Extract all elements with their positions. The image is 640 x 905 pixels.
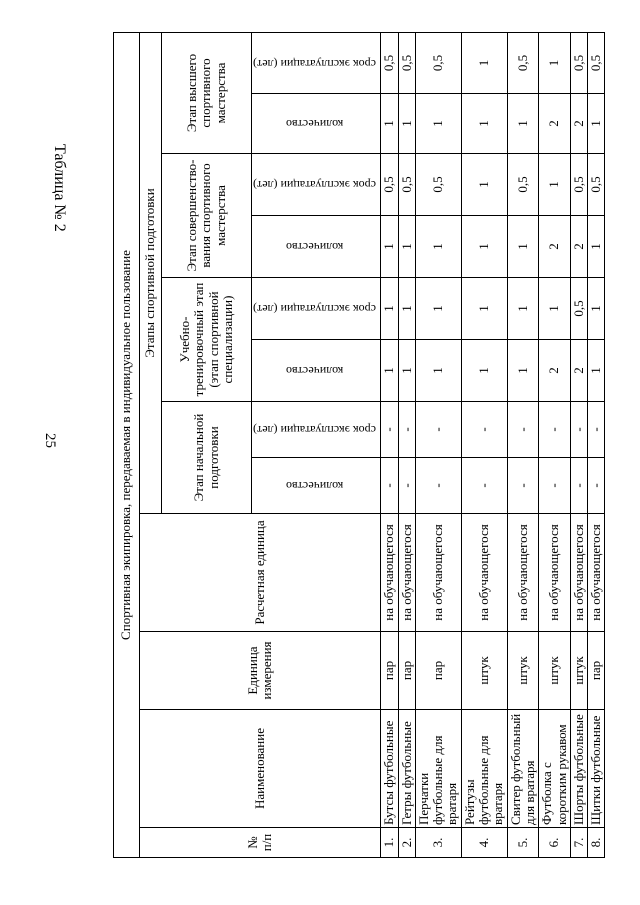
header-stage-highest: Этап высшего спортивного мастерства	[162, 33, 252, 154]
table-wrapper	[113, 33, 604, 858]
row-term: 1	[461, 154, 507, 216]
page-number: 25	[42, 433, 58, 448]
row-qty: 1	[461, 216, 507, 278]
row-qty: 1	[398, 94, 415, 154]
row-term: -	[570, 402, 587, 458]
table-row	[415, 33, 461, 858]
row-term: 0,5	[588, 33, 605, 94]
table-row	[461, 33, 507, 858]
header-stage-improve: Этап совершенство-вания спортивного мастерства	[162, 154, 252, 278]
row-qty: 1	[461, 94, 507, 154]
row-name: Бутсы футбольные	[381, 710, 398, 828]
row-unit: штук	[570, 632, 587, 710]
row-term: -	[381, 402, 398, 458]
row-num: 6.	[539, 828, 571, 858]
row-unit: штук	[539, 632, 571, 710]
row-qty: 1	[415, 94, 461, 154]
row-term: -	[461, 402, 507, 458]
row-term: 1	[398, 278, 415, 340]
row-term: 0,5	[507, 154, 539, 216]
row-calc-unit: на обучающегося	[588, 514, 605, 632]
row-name: Гетры футбольные	[398, 710, 415, 828]
row-qty: -	[588, 458, 605, 514]
table-row	[570, 33, 587, 858]
row-qty: 2	[539, 94, 571, 154]
row-term: 0,5	[415, 154, 461, 216]
row-term: 1	[461, 278, 507, 340]
row-unit: пар	[415, 632, 461, 710]
header-stages: Этапы спортивной подготовки	[140, 33, 162, 514]
row-unit: штук	[507, 632, 539, 710]
row-num: 4.	[461, 828, 507, 858]
row-qty: 1	[588, 340, 605, 402]
row-term: 1	[381, 278, 398, 340]
row-term: 0,5	[381, 154, 398, 216]
row-num: 8.	[588, 828, 605, 858]
row-qty: 1	[507, 94, 539, 154]
row-term: 0,5	[381, 33, 398, 94]
row-unit: штук	[461, 632, 507, 710]
row-term: 0,5	[415, 33, 461, 94]
table-row	[398, 33, 415, 858]
row-term: 0,5	[570, 33, 587, 94]
row-term: 0,5	[398, 33, 415, 94]
table-row	[539, 33, 571, 858]
row-qty: 2	[570, 94, 587, 154]
row-qty: 1	[415, 216, 461, 278]
row-num: 5.	[507, 828, 539, 858]
row-qty: 1	[415, 340, 461, 402]
table-row	[588, 33, 605, 858]
row-qty: 1	[507, 216, 539, 278]
row-term: 1	[507, 278, 539, 340]
header-name: Наименование	[140, 710, 381, 828]
row-calc-unit: на обучающегося	[415, 514, 461, 632]
row-term: 0,5	[570, 278, 587, 340]
equipment-table	[113, 32, 605, 858]
row-qty: 1	[398, 340, 415, 402]
row-qty: 1	[398, 216, 415, 278]
table-row	[507, 33, 539, 858]
header-qty: количество	[252, 340, 381, 402]
header-qty: количество	[252, 216, 381, 278]
row-qty: -	[507, 458, 539, 514]
row-name: Рейтузы футбольные для вратаря	[461, 710, 507, 828]
row-term: -	[398, 402, 415, 458]
row-num: 7.	[570, 828, 587, 858]
row-term: 0,5	[398, 154, 415, 216]
row-qty: 2	[539, 216, 571, 278]
row-calc-unit: на обучающегося	[398, 514, 415, 632]
row-qty: 1	[588, 94, 605, 154]
row-num: 3.	[415, 828, 461, 858]
row-term: 1	[539, 33, 571, 94]
table-row	[381, 33, 398, 858]
header-calc-unit: Расчетная единица	[140, 514, 381, 632]
row-term: -	[588, 402, 605, 458]
row-term: 1	[539, 154, 571, 216]
header-term: срок эксплуатации (лет)	[252, 278, 381, 340]
row-term: 0,5	[507, 33, 539, 94]
row-term: 1	[539, 278, 571, 340]
row-term: -	[415, 402, 461, 458]
row-unit: пар	[398, 632, 415, 710]
row-term: 0,5	[570, 154, 587, 216]
row-num: 2.	[398, 828, 415, 858]
table-label: Таблица № 2	[51, 144, 68, 232]
row-unit: пар	[381, 632, 398, 710]
header-qty: количество	[252, 458, 381, 514]
row-term: 0,5	[588, 154, 605, 216]
header-stage-training: Учебно-тренировочный этап (этап спортивной специализации)	[162, 278, 252, 402]
row-calc-unit: на обучающегося	[539, 514, 571, 632]
row-qty: -	[381, 458, 398, 514]
header-unit: Единица измерения	[140, 632, 381, 710]
row-calc-unit: на обучающегося	[507, 514, 539, 632]
row-name: Шорты футбольные	[570, 710, 587, 828]
row-qty: -	[415, 458, 461, 514]
row-term: 1	[588, 278, 605, 340]
row-term: -	[507, 402, 539, 458]
row-qty: -	[539, 458, 571, 514]
row-name: Перчатки футбольные для вратаря	[415, 710, 461, 828]
row-qty: -	[398, 458, 415, 514]
row-name: Щитки футбольные	[588, 710, 605, 828]
row-qty: 1	[588, 216, 605, 278]
row-qty: 2	[539, 340, 571, 402]
row-qty: 2	[570, 216, 587, 278]
row-qty: 1	[507, 340, 539, 402]
row-name: Свитер футбольный для вратаря	[507, 710, 539, 828]
header-term: срок эксплуатации (лет)	[252, 154, 381, 216]
header-num: № п/п	[140, 828, 381, 858]
header-term: срок эксплуатации (лет)	[252, 402, 381, 458]
row-qty: 2	[570, 340, 587, 402]
row-term: -	[539, 402, 571, 458]
header-term: срок эксплуатации (лет)	[252, 33, 381, 94]
row-calc-unit: на обучающегося	[381, 514, 398, 632]
header-qty: количество	[252, 94, 381, 154]
table-caption: Спортивная экипировка, передаваемая в индивидуальное пользование	[114, 33, 140, 858]
row-qty: 1	[381, 340, 398, 402]
row-qty: -	[570, 458, 587, 514]
row-unit: пар	[588, 632, 605, 710]
header-stage-initial: Этап начальной подготовки	[162, 402, 252, 514]
row-term: 1	[461, 33, 507, 94]
row-qty: 1	[461, 340, 507, 402]
row-calc-unit: на обучающегося	[461, 514, 507, 632]
row-term: 1	[415, 278, 461, 340]
row-name: Футболка с коротким рукавом	[539, 710, 571, 828]
row-qty: 1	[381, 94, 398, 154]
row-calc-unit: на обучающегося	[570, 514, 587, 632]
row-qty: -	[461, 458, 507, 514]
row-num: 1.	[381, 828, 398, 858]
row-qty: 1	[381, 216, 398, 278]
